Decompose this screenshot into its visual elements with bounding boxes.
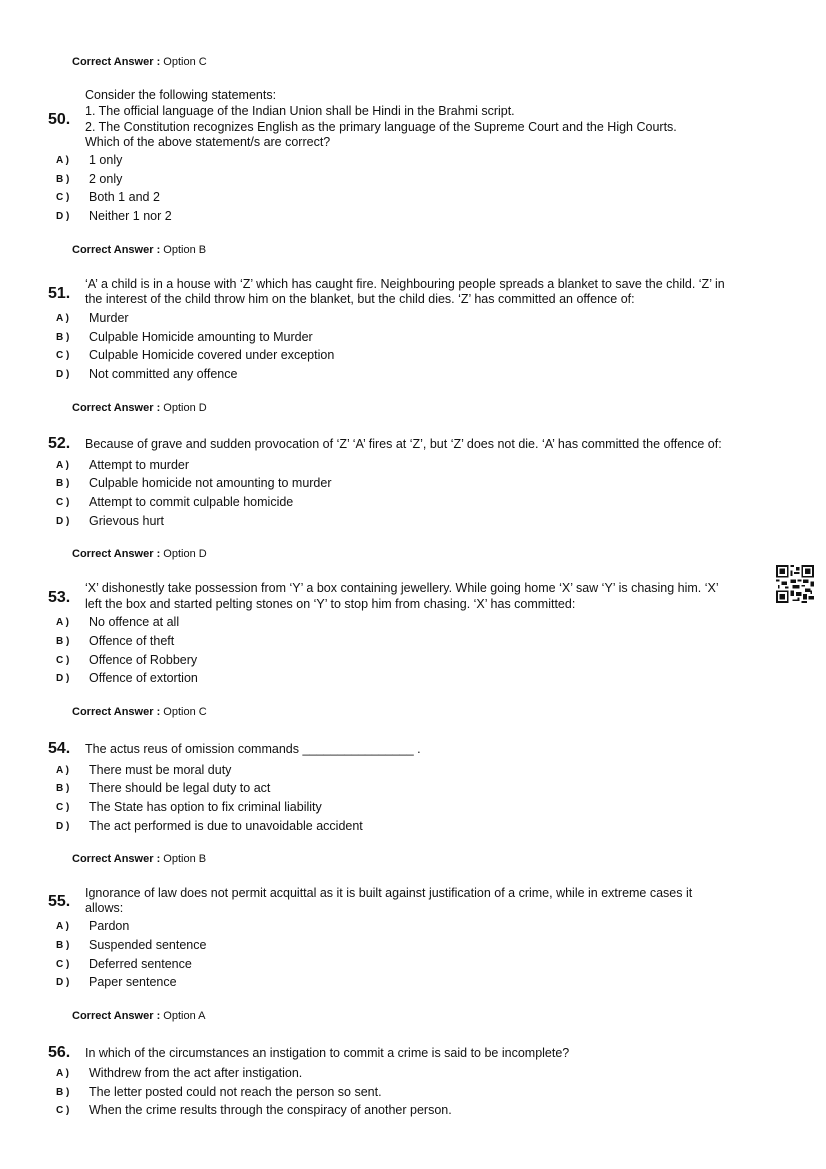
correct-answer-prev: Correct Answer : Option C: [72, 56, 207, 68]
question-number: 56.: [48, 1044, 71, 1061]
question-text: Consider the following statements:: [85, 88, 277, 102]
option-a[interactable]: Murder: [89, 311, 129, 325]
question-number: 52.: [48, 435, 71, 452]
option-d[interactable]: Offence of extortion: [89, 671, 198, 685]
option-c[interactable]: When the crime results through the conspiracy of another person.: [89, 1103, 452, 1117]
qr-code-icon: [776, 565, 814, 603]
question-number: 53.: [48, 589, 71, 606]
question-text: 2. The Constitution recognizes English as the primary language of the Supreme Court and the High Courts.: [85, 120, 677, 134]
option-label: C ): [56, 959, 70, 970]
option-label: C ): [56, 1105, 70, 1116]
correct-answer: Correct Answer : Option D: [72, 548, 207, 560]
question-text: In which of the circumstances an instigation to commit a crime is said to be incomplete?: [85, 1046, 570, 1060]
option-label: D ): [56, 369, 70, 380]
correct-answer: Correct Answer : Option A: [72, 1010, 206, 1022]
option-c[interactable]: Attempt to commit culpable homicide: [89, 495, 294, 509]
option-a[interactable]: Withdrew from the act after instigation.: [89, 1066, 303, 1080]
question-text: Ignorance of law does not permit acquittal as it is built against justification of a crime, while in extreme cases it: [85, 886, 693, 900]
option-label: A ): [56, 617, 69, 628]
question-text: ‘X’ dishonestly take possession from ‘Y’ a box containing jewellery. While going home ‘X’ saw ‘Y’ is chasing him. ‘X’: [85, 581, 719, 595]
question-text: Which of the above statement/s are correct?: [85, 135, 331, 149]
option-label: B ): [56, 636, 70, 647]
option-label: D ): [56, 516, 70, 527]
option-d[interactable]: Not committed any offence: [89, 367, 238, 381]
option-label: C ): [56, 497, 70, 508]
correct-answer: Correct Answer : Option B: [72, 244, 207, 256]
option-c[interactable]: Deferred sentence: [89, 957, 192, 971]
option-label: A ): [56, 921, 69, 932]
option-label: B ): [56, 783, 70, 794]
option-b[interactable]: The letter posted could not reach the person so sent.: [89, 1085, 382, 1099]
option-c[interactable]: Offence of Robbery: [89, 653, 198, 667]
option-c[interactable]: The State has option to fix criminal liability: [89, 800, 322, 814]
option-label: B ): [56, 332, 70, 343]
option-label: D ): [56, 821, 70, 832]
question-number: 51.: [48, 285, 71, 302]
correct-answer: Correct Answer : Option D: [72, 402, 207, 414]
option-d[interactable]: Neither 1 nor 2: [89, 209, 172, 223]
question-text: The actus reus of omission commands ________________ .: [85, 742, 421, 756]
question-text: ‘A’ a child is in a house with ‘Z’ which has caught fire. Neighbouring people spreads a blanket to save the child. ‘Z’ in: [85, 277, 725, 291]
option-d[interactable]: The act performed is due to unavoidable accident: [89, 819, 363, 833]
option-label: A ): [56, 1068, 69, 1079]
option-a[interactable]: 1 only: [89, 153, 123, 167]
correct-answer: Correct Answer : Option C: [72, 706, 207, 718]
option-label: B ): [56, 478, 70, 489]
option-b[interactable]: Culpable Homicide amounting to Murder: [89, 330, 313, 344]
question-number: 55.: [48, 893, 71, 910]
option-label: D ): [56, 977, 70, 988]
option-d[interactable]: Paper sentence: [89, 975, 177, 989]
option-label: B ): [56, 1087, 70, 1098]
question-text: allows:: [85, 901, 124, 915]
option-b[interactable]: Culpable homicide not amounting to murder: [89, 476, 332, 490]
option-a[interactable]: Pardon: [89, 919, 130, 933]
option-label: A ): [56, 765, 69, 776]
option-c[interactable]: Both 1 and 2: [89, 190, 160, 204]
option-label: A ): [56, 155, 69, 166]
question-number: 50.: [48, 111, 71, 128]
option-label: D ): [56, 211, 70, 222]
option-b[interactable]: Offence of theft: [89, 634, 175, 648]
option-b[interactable]: Suspended sentence: [89, 938, 207, 952]
correct-answer: Correct Answer : Option B: [72, 853, 207, 865]
question-text: 1. The official language of the Indian Union shall be Hindi in the Brahmi script.: [85, 104, 515, 118]
question-text: the interest of the child throw him on the blanket, but the child dies. ‘Z’ has committed an offence of:: [85, 292, 635, 306]
option-a[interactable]: There must be moral duty: [89, 763, 232, 777]
option-d[interactable]: Grievous hurt: [89, 514, 165, 528]
option-label: A ): [56, 313, 69, 324]
option-label: C ): [56, 192, 70, 203]
option-b[interactable]: 2 only: [89, 172, 123, 186]
option-label: C ): [56, 350, 70, 361]
option-a[interactable]: No offence at all: [89, 615, 180, 629]
question-number: 54.: [48, 740, 71, 757]
option-c[interactable]: Culpable Homicide covered under exception: [89, 348, 335, 362]
question-text: Because of grave and sudden provocation of ‘Z’ ‘A’ fires at ‘Z’, but ‘Z’ does not die. ‘A’ has committed the offence of:: [85, 437, 722, 451]
option-label: D ): [56, 673, 70, 684]
question-text: left the box and started pelting stones on ‘Y’ to stop him from chasing. ‘X’ has committed:: [85, 597, 576, 611]
option-b[interactable]: There should be legal duty to act: [89, 781, 271, 795]
option-label: B ): [56, 940, 70, 951]
option-label: C ): [56, 802, 70, 813]
option-a[interactable]: Attempt to murder: [89, 458, 190, 472]
option-label: A ): [56, 460, 69, 471]
option-label: C ): [56, 655, 70, 666]
option-label: B ): [56, 174, 70, 185]
